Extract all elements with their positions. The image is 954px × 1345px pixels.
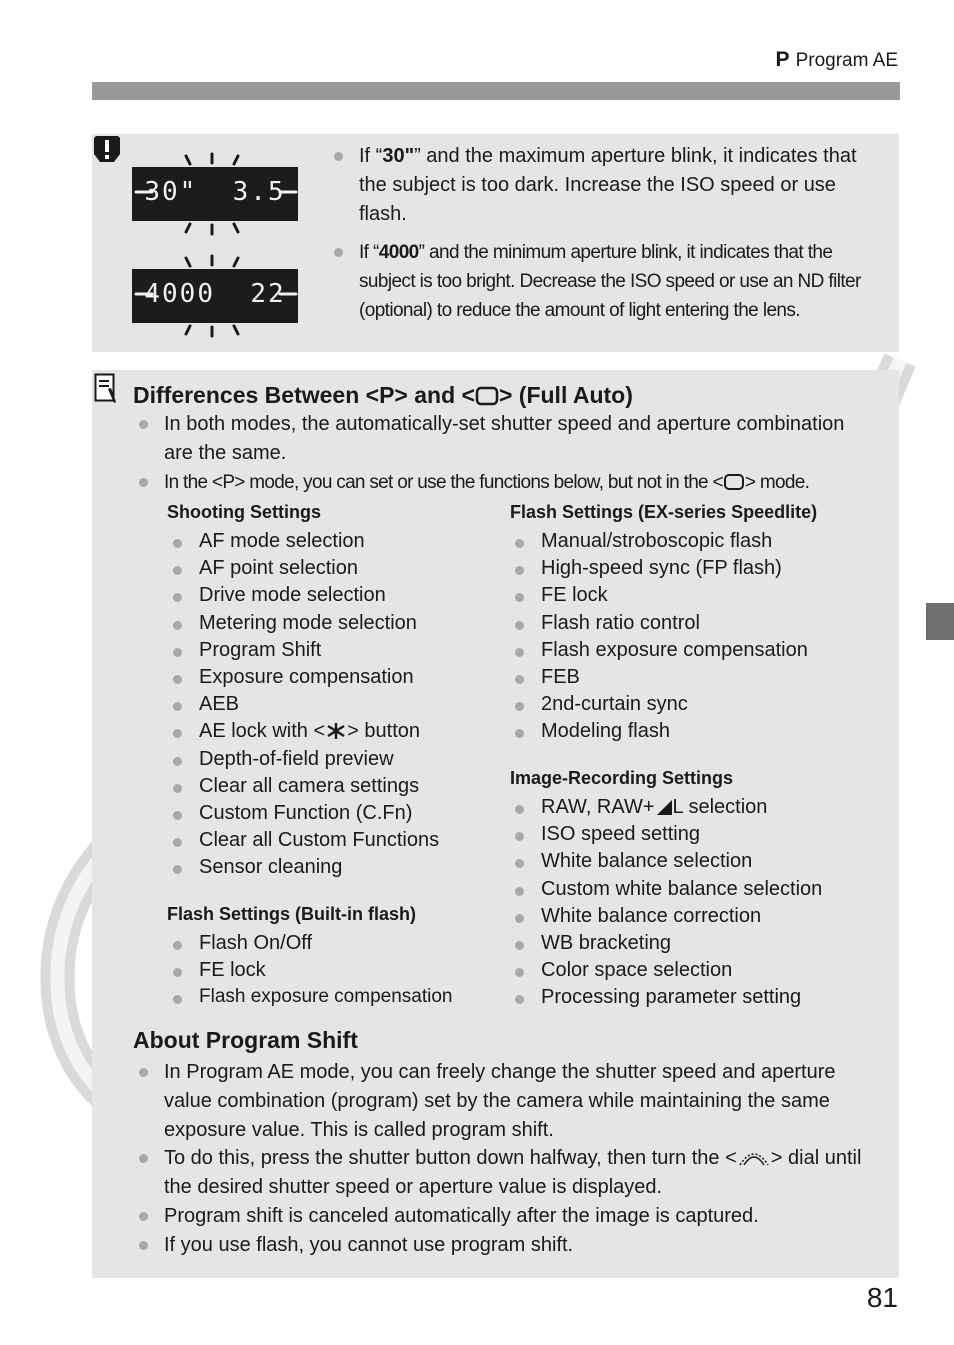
mode-letter: P (775, 48, 790, 71)
caution-bullet-bright: If “4000” and the minimum aperture blink, it indicates that the subject is too bright. Decrease the ISO speed or use an ND filter (optional) to reduce the amount of light entering the lens. (359, 242, 861, 321)
list-item (541, 932, 671, 955)
full-auto-icon (723, 473, 745, 491)
bullet (515, 805, 524, 814)
bullet (173, 648, 182, 657)
lcd-shutter: 4000 (144, 279, 215, 309)
main-dial-icon (737, 1145, 771, 1167)
differences-bullet-1: In both modes, the automatically-set shutter speed and aperture combination are the same. (164, 413, 845, 464)
header-title: Program AE (795, 50, 898, 71)
program-shift-bullet-3: Program shift is canceled automatically after the image is captured. (164, 1205, 759, 1227)
bullet (515, 675, 524, 684)
bullet (173, 784, 182, 793)
list-item-label: Custom Function (C.Fn) (199, 802, 413, 824)
list-item-label: RAW, RAW+ (541, 796, 655, 818)
list-item-label: Flash exposure compensation (541, 638, 808, 661)
list-item (541, 959, 732, 982)
program-shift-heading: About Program Shift (133, 1027, 358, 1053)
list-item (199, 557, 358, 580)
program-shift-bullet-1: In Program AE mode, you can freely change the shutter speed and aperture value combination (program) set by the camera while maintaining the same exposure value. This is called program shift. (164, 1061, 836, 1141)
list-item-label: AEB (199, 693, 240, 716)
list-item-label: Depth-of-field preview (199, 747, 394, 770)
differences-heading: Differences Between <P> and < > (Full Auto) (133, 382, 633, 408)
list-item (541, 850, 752, 873)
list-item-label: FEB (541, 666, 580, 688)
list-item-label: AF point selection (199, 557, 358, 580)
list-item (199, 720, 420, 743)
list-item-label: Flash exposure compensation (199, 986, 453, 1008)
list-item (199, 856, 342, 879)
list-item-label: AF mode selection (199, 530, 365, 552)
chapter-tab (926, 603, 954, 640)
list-item-label: Custom white balance selection (541, 877, 823, 900)
list-item (199, 612, 417, 635)
list-item-label: WB bracketing (541, 932, 672, 954)
list-item-label: 2nd-curtain sync (541, 693, 688, 716)
list-item-label: L selection (672, 796, 768, 818)
quality-large-icon (655, 798, 673, 816)
list-item (541, 986, 801, 1009)
list-item-label: Clear all camera settings (199, 774, 420, 797)
list-item-label: FE lock (541, 584, 608, 607)
list-item-label: Color space selection (541, 959, 733, 982)
caution-bullet-dark: If “30"” and the maximum aperture blink, it indicates that the subject is too dark. Increase the ISO speed or use flash. (359, 145, 857, 225)
list-item-label: Modeling flash (541, 720, 670, 743)
list-item (199, 986, 452, 1008)
bullet (515, 887, 524, 896)
list-item (541, 557, 782, 580)
bullet (139, 1068, 148, 1077)
list-item (199, 829, 439, 852)
list-item (541, 823, 700, 846)
list-item-label: Manual/stroboscopic flash (541, 530, 773, 552)
list-item (199, 959, 266, 982)
list-item (541, 612, 700, 635)
list-item-label: > button (347, 720, 421, 743)
list-item (199, 802, 412, 825)
bullet (334, 248, 343, 257)
list-item (541, 720, 670, 743)
list-item-label: High-speed sync (FP flash) (541, 557, 782, 580)
bullet (515, 648, 524, 657)
list-item-label: AE lock with < (199, 720, 326, 743)
bullet (173, 539, 182, 548)
list-item-label: Metering mode selection (199, 611, 417, 634)
page-header (776, 48, 898, 72)
list-item (541, 639, 808, 662)
bullet (139, 1212, 148, 1221)
list-item-label: Clear all Custom Functions (199, 829, 440, 852)
list-item (541, 905, 761, 928)
bullet (515, 621, 524, 630)
lcd-aperture: 22 (250, 279, 286, 309)
image-recording-heading: Image-Recording Settings (510, 768, 734, 788)
bullet (334, 152, 343, 161)
lcd-aperture: 3.5 (232, 177, 286, 207)
blink-rays-icon (128, 152, 304, 236)
list-item (541, 693, 688, 716)
program-shift-bullet-2: To do this, press the shutter button down halfway, then turn the < > dial until the desired shutter speed or aperture value is displayed. (164, 1147, 862, 1198)
caution-icon (92, 134, 122, 164)
list-item (541, 878, 822, 901)
lcd-shutter: 30" (144, 177, 198, 207)
list-item-label: Flash On/Off (199, 932, 313, 954)
bullet (173, 757, 182, 766)
bullet (139, 1241, 148, 1250)
flash-builtin-heading: Flash Settings (Built-in flash) (167, 904, 417, 924)
bullet (173, 811, 182, 820)
note-icon (94, 373, 118, 405)
program-shift-bullet-4: If you use flash, you cannot use program shift. (164, 1234, 574, 1256)
ae-lock-icon (325, 722, 347, 740)
full-auto-icon (475, 386, 499, 406)
list-item (199, 530, 365, 553)
list-item-label: Flash ratio control (541, 611, 700, 634)
list-item-label: White balance correction (541, 904, 762, 927)
flash-ex-heading: Flash Settings (EX-series Speedlite) (510, 502, 818, 522)
bullet (173, 941, 182, 950)
header-bar (92, 82, 900, 100)
list-item (541, 796, 767, 819)
bullet (515, 539, 524, 548)
list-item (199, 932, 312, 955)
differences-bullet-2: In the <P> mode, you can set or use the functions below, but not in the < > mode. (164, 472, 810, 493)
list-item (541, 666, 580, 689)
list-item (541, 530, 772, 553)
list-item (199, 748, 394, 771)
list-item-label: Drive mode selection (199, 584, 386, 607)
list-item (199, 639, 321, 662)
bullet (139, 420, 148, 429)
list-item (199, 584, 386, 607)
bullet (173, 621, 182, 630)
list-item-label: ISO speed setting (541, 823, 700, 846)
list-item (199, 775, 419, 798)
list-item (199, 693, 239, 716)
list-item (541, 584, 608, 607)
bullet (139, 1154, 148, 1163)
list-item (199, 666, 414, 689)
list-item-label: Sensor cleaning (199, 856, 343, 879)
list-item-label: Program Shift (199, 638, 322, 661)
bullet (139, 478, 148, 487)
bullet (515, 914, 524, 923)
list-item-label: FE lock (199, 959, 266, 982)
blink-rays-icon (128, 254, 304, 338)
shooting-settings-heading: Shooting Settings (167, 502, 321, 522)
list-item-label: Exposure compensation (199, 666, 414, 688)
list-item-label: White balance selection (541, 850, 753, 873)
bullet (173, 675, 182, 684)
bullet (515, 941, 524, 950)
list-item-label: Processing parameter setting (541, 986, 802, 1009)
page-number: 81 (866, 1282, 898, 1313)
